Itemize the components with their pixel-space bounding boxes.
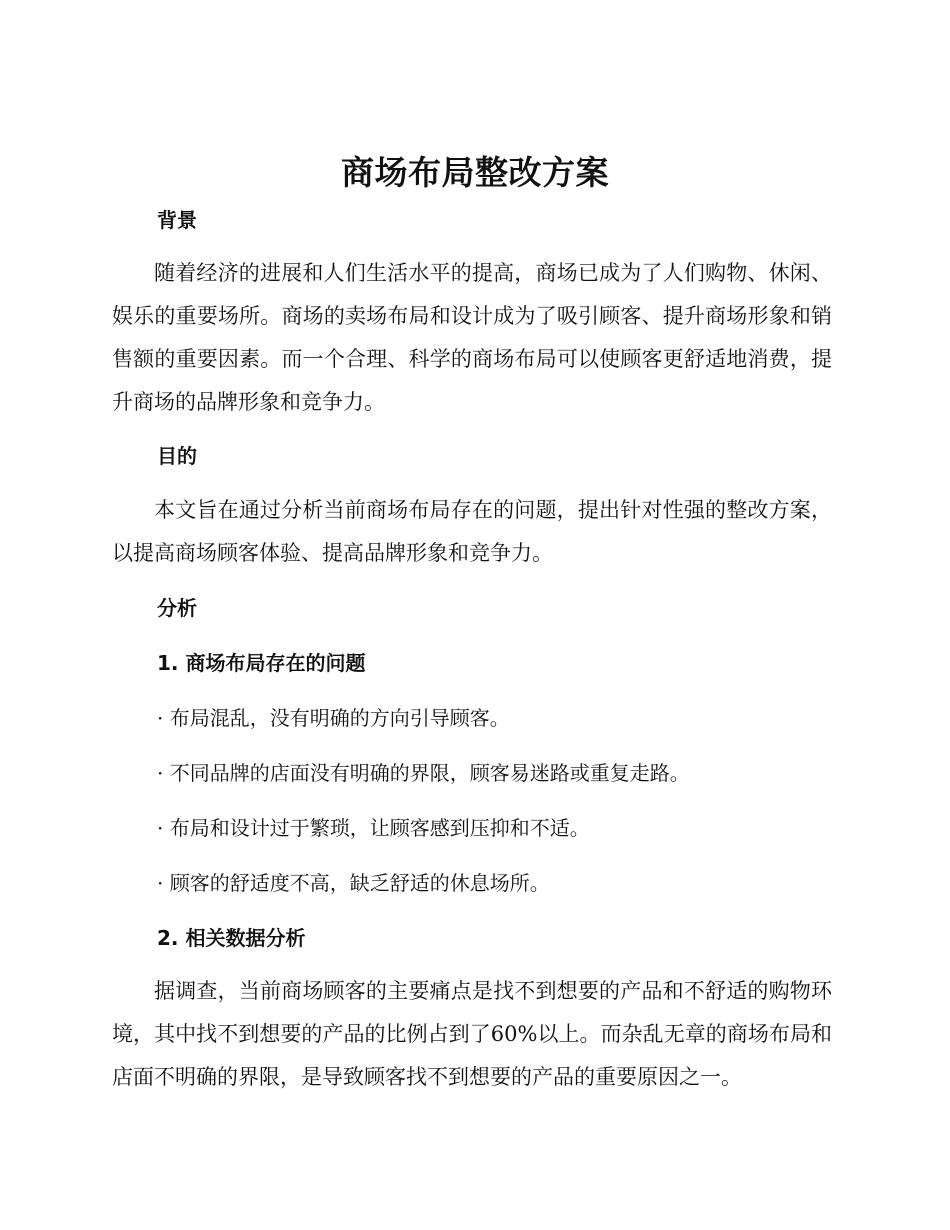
paragraph-background: 随着经济的进展和人们生活水平的提高，商场已成为了人们购物、休闲、娱乐的重要场所。商场的卖场布局和设计成为了吸引顾客、提升商场形象和销售额的重要因素。而一个合理、科学的商场布局可以使顾客更舒适地消费，提升商场的品牌形象和竞争力。 (112, 261, 832, 414)
paragraph-purpose: 本文旨在通过分析当前商场布局存在的问题，提出针对性强的整改方案，以提高商场顾客体验、提高品牌形象和竞争力。 (112, 498, 832, 565)
heading-analysis: 分析 (157, 596, 197, 620)
document-title: 商场布局整改方案 (341, 153, 609, 192)
list-item: · 不同品牌的店面没有明确的界限，顾客易迷路或重复走路。 (157, 761, 690, 785)
heading-purpose: 目的 (157, 444, 197, 468)
heading-layout-problems: 1. 商场布局存在的问题 (157, 651, 366, 675)
heading-data-analysis: 2. 相关数据分析 (157, 926, 306, 950)
list-item: · 布局混乱，没有明确的方向引导顾客。 (157, 706, 510, 730)
paragraph-data-analysis: 据调查，当前商场顾客的主要痛点是找不到想要的产品和不舒适的购物环境，其中找不到想要的产品的比例占到了60%以上。而杂乱无章的商场布局和店面不明确的界限，是导致顾客找不到想要的产品的重要原因之一。 (112, 979, 832, 1089)
heading-background: 背景 (157, 208, 197, 232)
list-item: · 布局和设计过于繁琐，让顾客感到压抑和不适。 (157, 816, 590, 840)
list-item: · 顾客的舒适度不高，缺乏舒适的休息场所。 (157, 871, 550, 895)
